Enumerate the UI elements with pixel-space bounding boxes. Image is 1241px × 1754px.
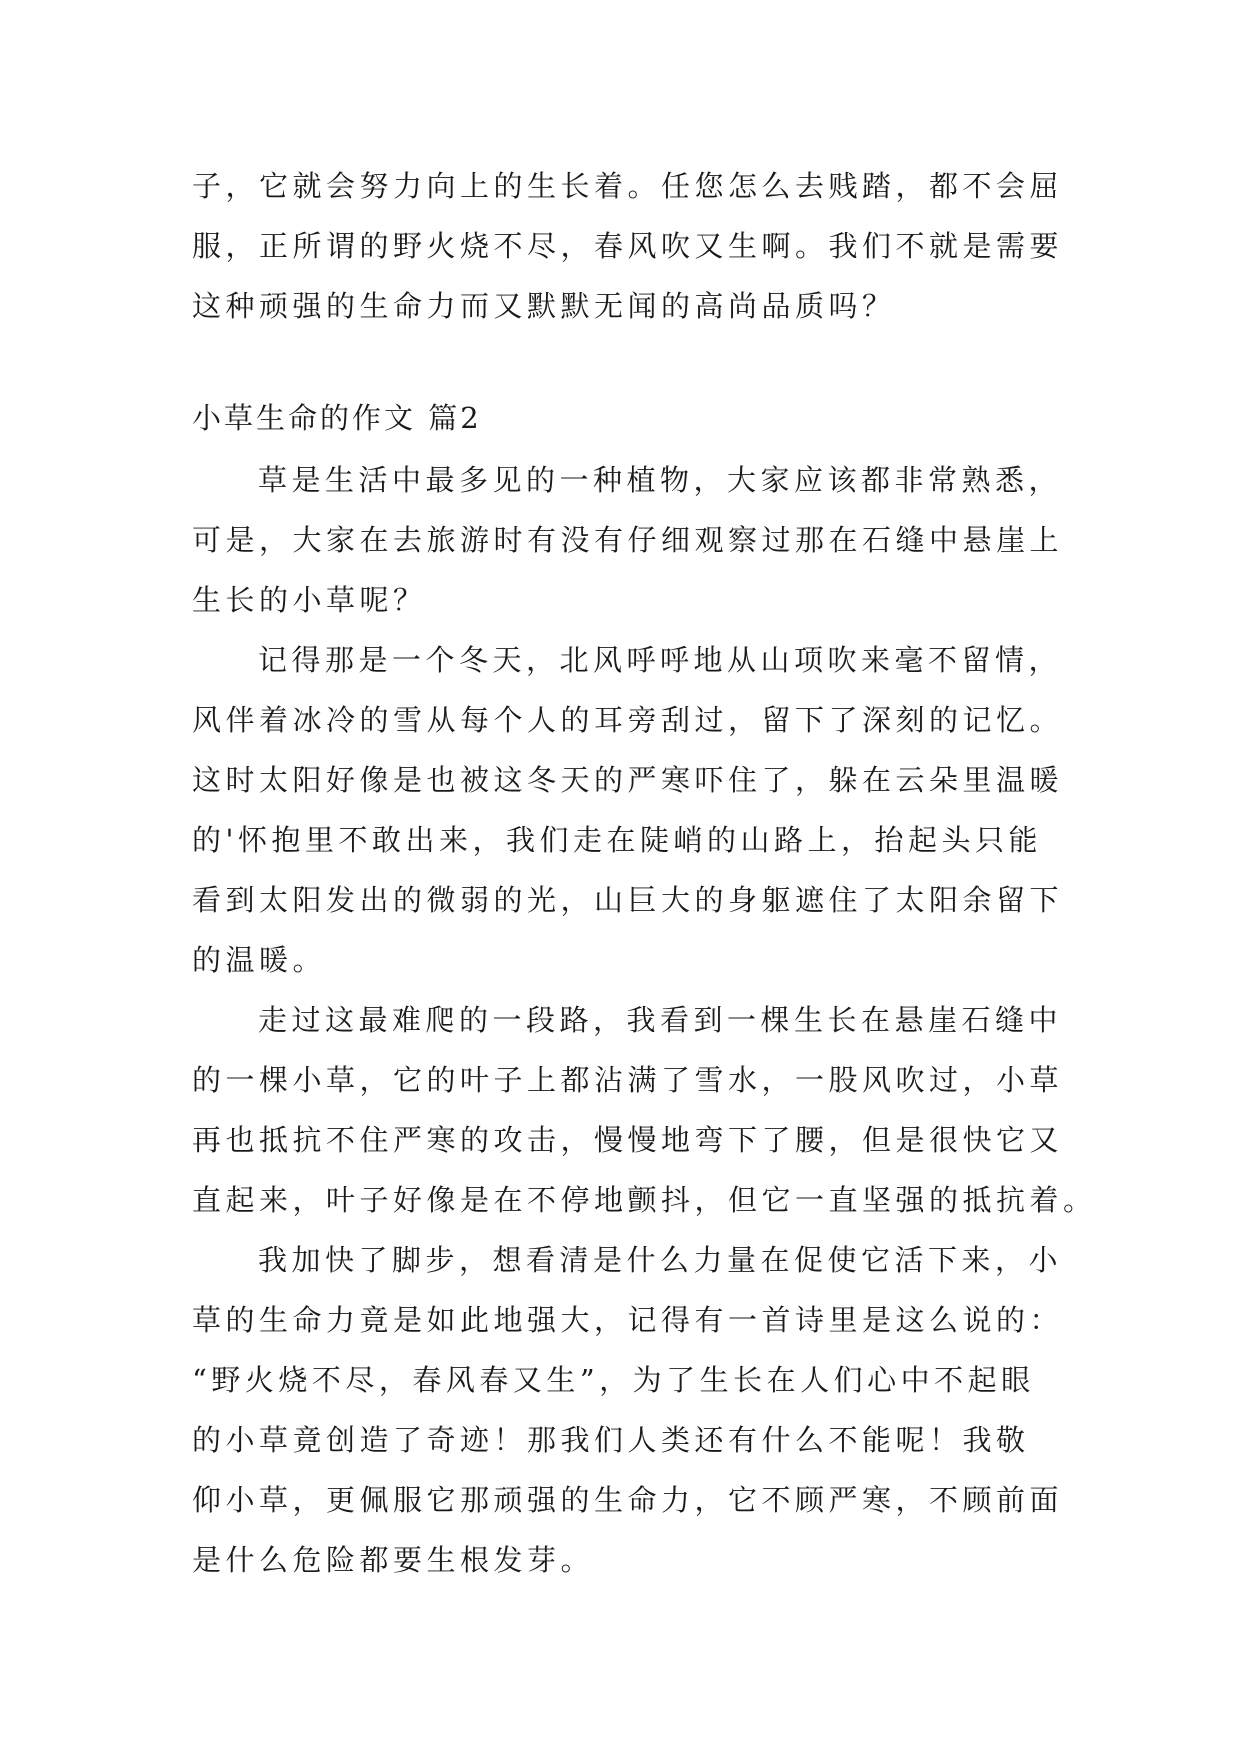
paragraph-1 xyxy=(192,450,1072,630)
essay-body xyxy=(192,450,1097,1590)
text-line: 走过这最难爬的一段路，我看到一棵生长在悬崖石缝中 xyxy=(258,1003,1063,1037)
text-line: 风伴着冰冷的雪从每个人的耳旁刮过，留下了深刻的记忆。 xyxy=(192,703,1064,737)
text-line: 这时太阳好像是也被这冬天的严寒吓住了，躲在云朵里温暖 xyxy=(192,763,1064,797)
continuation-paragraph xyxy=(192,156,1072,336)
text-line: 仰小草，更佩服它那顽强的生命力，它不顾严寒，不顾前面 xyxy=(192,1483,1064,1517)
text-line: 这种顽强的生命力而又默默无闻的高尚品质吗？ xyxy=(192,289,896,323)
text-line: 我加快了脚步，想看清是什么力量在促使它活下来，小 xyxy=(258,1243,1063,1277)
paragraph-3 xyxy=(192,990,1097,1230)
text-line: 的'怀抱里不敢出来，我们走在陡峭的山路上，抬起头只能 xyxy=(192,823,1042,857)
text-line: 看到太阳发出的微弱的光，山巨大的身躯遮住了太阳余留下 xyxy=(192,883,1064,917)
text-line: 服，正所谓的野火烧不尽，春风吹又生啊。我们不就是需要 xyxy=(192,229,1064,263)
text-line: 直起来，叶子好像是在不停地颤抖，但它一直坚强的抵抗着。 xyxy=(192,1183,1097,1217)
text-line: 再也抵抗不住严寒的攻击，慢慢地弯下了腰，但是很快它又 xyxy=(192,1123,1064,1157)
text-line: 草的生命力竟是如此地强大，记得有一首诗里是这么说的： xyxy=(192,1303,1064,1337)
paragraph-4 xyxy=(192,1230,1072,1590)
text-line: 子，它就会努力向上的生长着。任您怎么去贱踏，都不会屈 xyxy=(192,169,1064,203)
text-line: “野火烧不尽，春风春又生”，为了生长在人们心中不起眼 xyxy=(192,1363,1035,1397)
paragraph-2 xyxy=(192,630,1072,990)
text-line: 的一棵小草，它的叶子上都沾满了雪水，一股风吹过，小草 xyxy=(192,1063,1064,1097)
text-line: 生长的小草呢？ xyxy=(192,583,427,617)
text-line: 草是生活中最多见的一种植物，大家应该都非常熟悉， xyxy=(258,463,1063,497)
text-line: 的小草竟创造了奇迹！那我们人类还有什么不能呢！我敬 xyxy=(192,1423,1030,1457)
section-heading: 小草生命的作文 篇2 xyxy=(192,401,482,435)
text-line: 是什么危险都要生根发芽。 xyxy=(192,1543,595,1577)
text-line: 记得那是一个冬天，北风呼呼地从山项吹来毫不留情， xyxy=(258,643,1063,677)
text-line: 的温暖。 xyxy=(192,943,327,977)
text-line: 可是，大家在去旅游时有没有仔细观察过那在石缝中悬崖上 xyxy=(192,523,1064,557)
